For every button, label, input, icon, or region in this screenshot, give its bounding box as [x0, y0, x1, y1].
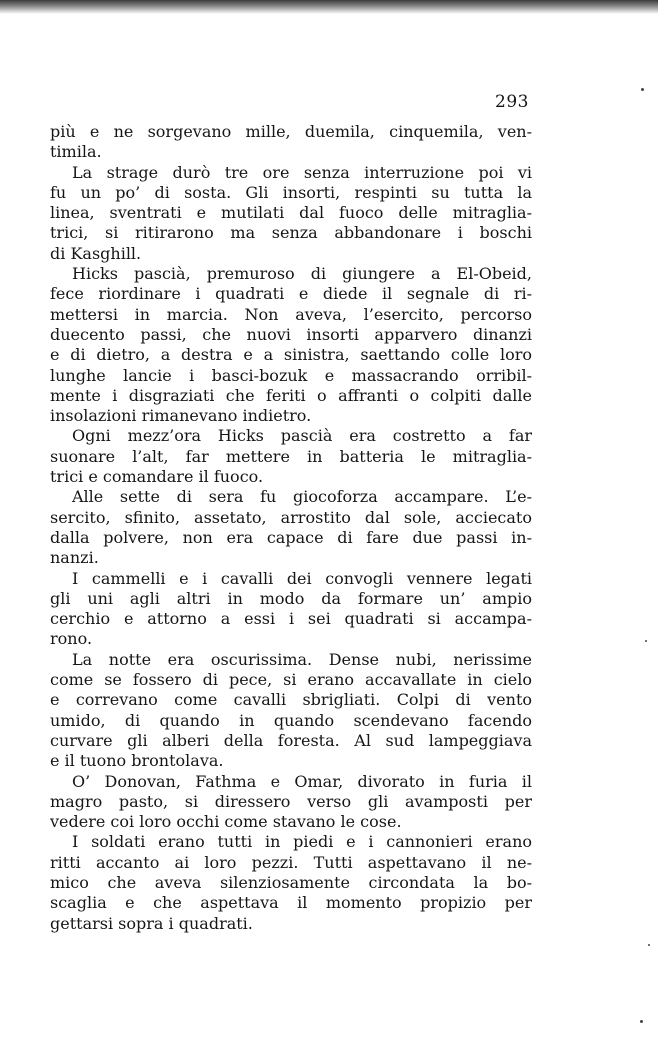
text-line: duecento passi, che nuovi insorti apparvero dinanzi: [50, 324, 532, 344]
scan-top-edge: [0, 0, 658, 14]
scan-speck: [648, 944, 650, 946]
scan-speck: [641, 88, 644, 91]
text-line: gli uni agli altri in modo da formare un’ ampio: [50, 588, 532, 608]
text-line: Hicks pascià, premuroso di giungere a El-Obeid,: [72, 264, 532, 284]
text-line: trici e comandare il fuoco.: [50, 467, 264, 487]
text-line: insolazioni rimanevano indietro.: [50, 406, 312, 426]
text-line: nanzi.: [50, 548, 99, 568]
text-line: ritti accanto ai loro pezzi. Tutti aspettavano il ne-: [50, 852, 532, 872]
text-line: fu un po’ di sosta. Gli insorti, respinti su tutta la: [50, 182, 532, 202]
text-line: di Kasghill.: [50, 243, 142, 263]
text-line: La strage durò tre ore senza interruzione poi vi: [72, 162, 532, 182]
text-line: scaglia e che aspettava il momento propizio per: [50, 893, 532, 913]
text-line: mico che aveva silenziosamente circondata la bo-: [50, 872, 532, 892]
text-line: Ogni mezz’ora Hicks pascià era costretto a far: [72, 426, 532, 446]
text-line: lunghe lancie i basci-bozuk e massacrando orribil-: [50, 365, 532, 385]
text-line: vedere coi loro occhi come stavano le cose.: [50, 812, 402, 832]
text-line: sercito, sfinito, assetato, arrostito dal sole, acciecato: [50, 507, 532, 527]
text-line: magro pasto, si diressero verso gli avamposti per: [50, 791, 532, 811]
text-line: trici, si ritirarono ma senza abbandonare i boschi: [50, 223, 532, 243]
text-line: I cammelli e i cavalli dei convogli vennere legati: [72, 568, 532, 588]
text-line: O’ Donovan, Fathma e Omar, divorato in furia il: [72, 771, 532, 791]
text-line: curvare gli alberi della foresta. Al sud lampeggiava: [50, 730, 532, 750]
text-line: più e ne sorgevano mille, duemila, cinquemila, ven-: [50, 122, 532, 141]
text-line: cerchio e attorno a essi i sei quadrati si accampa-: [50, 609, 532, 629]
text-line: rono.: [50, 629, 93, 649]
text-line: timila.: [50, 142, 102, 162]
text-line: Alle sette di sera fu giocoforza accampare. L’e-: [72, 487, 532, 507]
text-line: umido, di quando in quando scendevano facendo: [50, 710, 532, 730]
text-line: dalla polvere, non era capace di fare due passi in-: [50, 527, 532, 547]
body-text: [50, 122, 532, 934]
text-line: mettersi in marcia. Non aveva, l’esercito, percorso: [50, 304, 532, 324]
text-line: I soldati erano tutti in piedi e i cannonieri erano: [72, 832, 532, 852]
text-line: La notte era oscurissima. Dense nubi, nerissime: [72, 649, 532, 669]
text-line: come se fossero di pece, si erano accavallate in cielo: [50, 670, 532, 690]
text-line: fece riordinare i quadrati e diede il segnale di ri-: [50, 284, 532, 304]
text-line: mente i disgraziati che feriti o affranti o colpiti dalle: [50, 385, 532, 405]
page-number: 293: [495, 92, 529, 112]
text-line: suonare l’alt, far mettere in batteria le mitraglia-: [50, 446, 532, 466]
text-line: linea, sventrati e mutilati dal fuoco delle mitraglia-: [50, 203, 532, 223]
text-line: e di dietro, a destra e a sinistra, saettando colle loro: [50, 345, 532, 365]
scan-speck: [645, 640, 647, 642]
text-line: gettarsi sopra i quadrati.: [50, 913, 253, 933]
scan-speck: [640, 1020, 643, 1023]
text-line: e correvano come cavalli sbrigliati. Colpi di vento: [50, 690, 532, 710]
text-line: e il tuono brontolava.: [50, 751, 224, 771]
